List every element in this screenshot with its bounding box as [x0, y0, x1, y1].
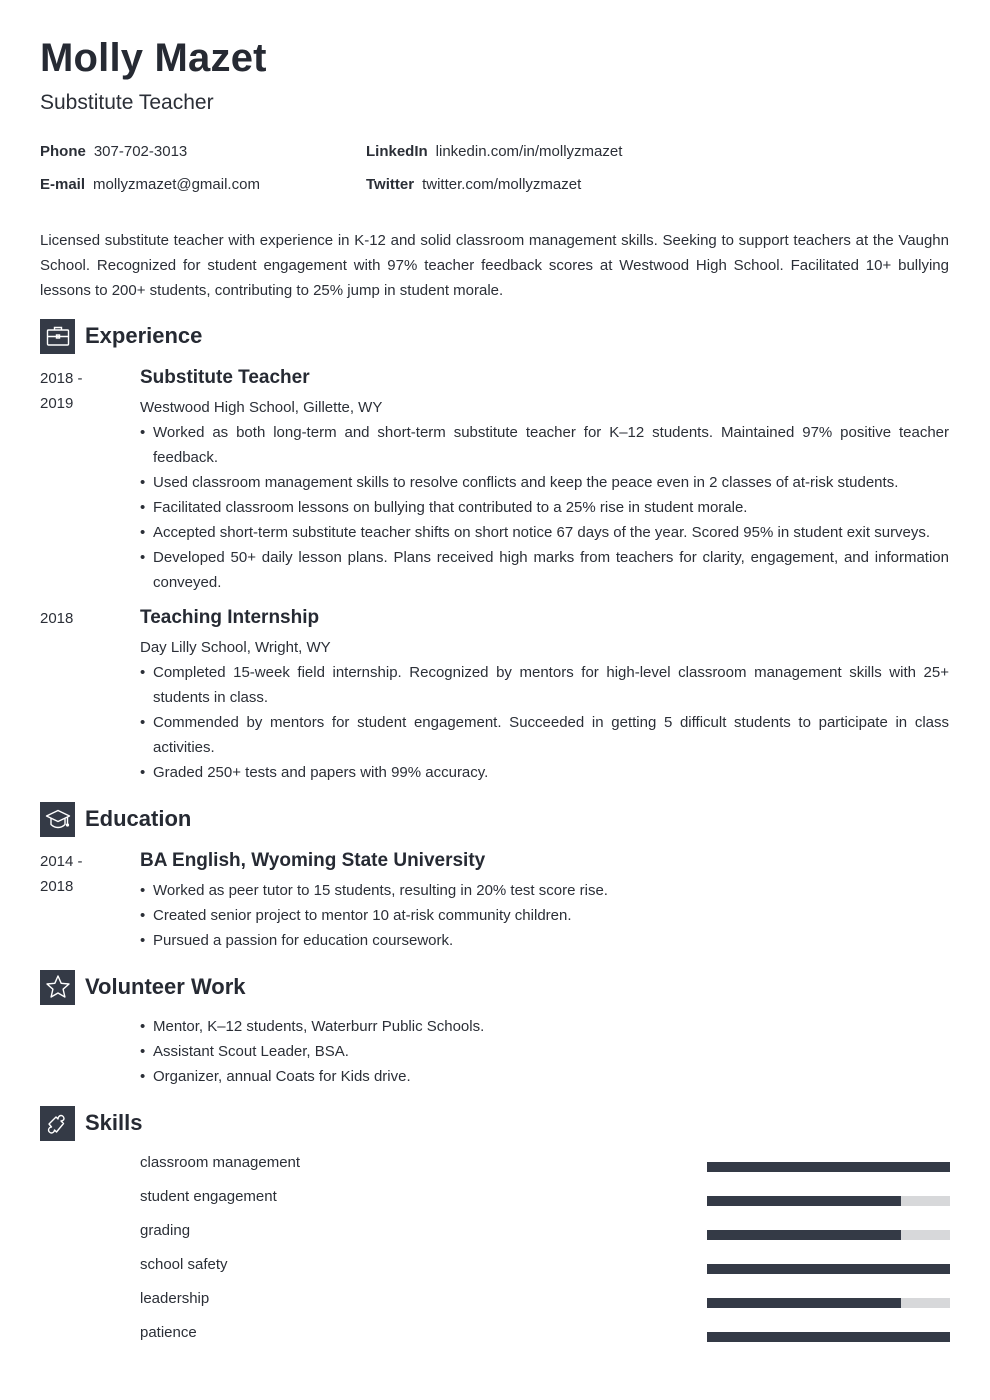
skill-row [140, 1154, 950, 1176]
education-bullet: • Pursued a passion for education coursework. [140, 928, 949, 953]
skill-bar-fill [707, 1196, 901, 1206]
candidate-name: Molly Mazet [40, 36, 267, 80]
volunteer-bullet: • Mentor, K–12 students, Waterburr Public Schools. [140, 1014, 949, 1039]
summary-paragraph: Licensed substitute teacher with experience in K-12 and solid classroom management skills. Seeking to support teachers at the Vaughn School. Recognized for student engagement with 97% teacher feedback scores at Westwood High School. Facilitated 10+ bullying lessons to 200+ students, contributing to 25% jump in student morale. [40, 232, 949, 299]
education-date [40, 849, 120, 899]
skill-row [140, 1290, 950, 1312]
skill-name: grading [140, 1222, 191, 1239]
job-1-bullet: • Used classroom management skills to resolve conflicts and keep the peace even in 2 classes of at-risk students. [140, 470, 949, 495]
education-bullet: • Created senior project to mentor 10 at-risk community children. [140, 903, 949, 928]
skill-bar-fill [707, 1332, 950, 1342]
education-date-start: 2014 - [40, 853, 83, 870]
skill-bar-track [707, 1196, 950, 1206]
contact-phone-value: 307-702-3013 [93, 143, 188, 160]
skill-row [140, 1324, 950, 1346]
skill-bar-fill [707, 1230, 901, 1240]
job-2-date-start: 2018 [40, 610, 74, 627]
experience-section-title: Experience [85, 323, 203, 348]
skill-name: patience [140, 1324, 197, 1341]
contact-twitter-label: Twitter [366, 176, 415, 193]
education-degree: BA English, Wyoming State University [140, 850, 486, 871]
skill-bar-fill [707, 1264, 950, 1274]
skill-row [140, 1222, 950, 1244]
job-2-bullet: • Commended by mentors for student engagement. Succeeded in getting 5 difficult students to participate in class activities. [140, 710, 949, 760]
skill-name: leadership [140, 1290, 210, 1307]
education-bullet: • Worked as peer tutor to 15 students, resulting in 20% test score rise. [140, 878, 949, 903]
job-2-title: Teaching Internship [140, 607, 320, 628]
skill-name: classroom management [140, 1154, 301, 1171]
job-1-organization: Westwood High School, Gillette, WY [140, 399, 383, 416]
skill-bar-track [707, 1332, 950, 1342]
job-1-date-end: 2019 [40, 395, 74, 412]
education-date-end: 2018 [40, 878, 74, 895]
skill-bar-fill [707, 1298, 901, 1308]
job-2-bullet: • Graded 250+ tests and papers with 99% accuracy. [140, 760, 949, 785]
job-1-bullet: • Accepted short-term substitute teacher shifts on short notice 67 days of the year. Scored 95% in student exit surveys. [140, 520, 949, 545]
skills-section-header [40, 1105, 142, 1141]
puzzle-icon [40, 1106, 75, 1141]
education-bullets [140, 878, 949, 953]
job-2-bullet: • Completed 15-week field internship. Recognized by mentors for high-level classroom management skills with 25+ students in class. [140, 660, 949, 710]
contact-twitter-value: twitter.com/mollyzmazet [422, 176, 582, 193]
briefcase-icon [40, 319, 75, 354]
skill-bar-fill [707, 1162, 950, 1172]
volunteer-bullet: • Organizer, annual Coats for Kids drive. [140, 1064, 949, 1089]
contact-email-value: mollyzmazet@gmail.com [93, 176, 260, 193]
contact-linkedin-label: LinkedIn [366, 143, 428, 160]
job-1-bullet: • Developed 50+ daily lesson plans. Plans received high marks from teachers for clarity, engagement, and information conveyed. [140, 545, 949, 595]
job-2-organization: Day Lilly School, Wright, WY [140, 639, 331, 656]
contact-linkedin-value: linkedin.com/in/mollyzmazet [435, 143, 623, 160]
experience-section-header [40, 318, 202, 354]
skill-bar-track [707, 1230, 950, 1240]
skill-bar-track [707, 1264, 950, 1274]
job-1-bullets [140, 420, 949, 595]
contact-phone-label: Phone [40, 143, 86, 160]
contact-twitter [366, 176, 581, 193]
skill-name: school safety [140, 1256, 228, 1273]
star-icon [40, 970, 75, 1005]
contact-phone [40, 143, 187, 160]
skill-row [140, 1256, 950, 1278]
education-section-header [40, 801, 191, 837]
volunteer-section-title: Volunteer Work [85, 974, 246, 999]
job-1-bullet: • Worked as both long-term and short-term substitute teacher for K–12 students. Maintained 97% positive teacher feedback. [140, 420, 949, 470]
job-1-title: Substitute Teacher [140, 367, 310, 388]
job-2-bullets [140, 660, 949, 785]
volunteer-bullets [140, 1014, 949, 1089]
contact-linkedin [366, 143, 622, 160]
job-1-bullet: • Facilitated classroom lessons on bullying that contributed to a 25% rise in student morale. [140, 495, 949, 520]
job-1-date-start: 2018 - [40, 370, 83, 387]
education-section-title: Education [85, 806, 192, 831]
graduation-cap-icon [40, 802, 75, 837]
job-2-date [40, 606, 120, 631]
volunteer-bullet: • Assistant Scout Leader, BSA. [140, 1039, 949, 1064]
skill-row [140, 1188, 950, 1210]
skill-bar-track [707, 1162, 950, 1172]
skill-bar-track [707, 1298, 950, 1308]
contact-email [40, 176, 260, 193]
job-1-date [40, 366, 120, 416]
contact-email-label: E-mail [40, 176, 86, 193]
volunteer-section-header [40, 969, 246, 1005]
skill-name: student engagement [140, 1188, 277, 1205]
candidate-role: Substitute Teacher [40, 91, 214, 114]
skills-section-title: Skills [85, 1110, 143, 1135]
